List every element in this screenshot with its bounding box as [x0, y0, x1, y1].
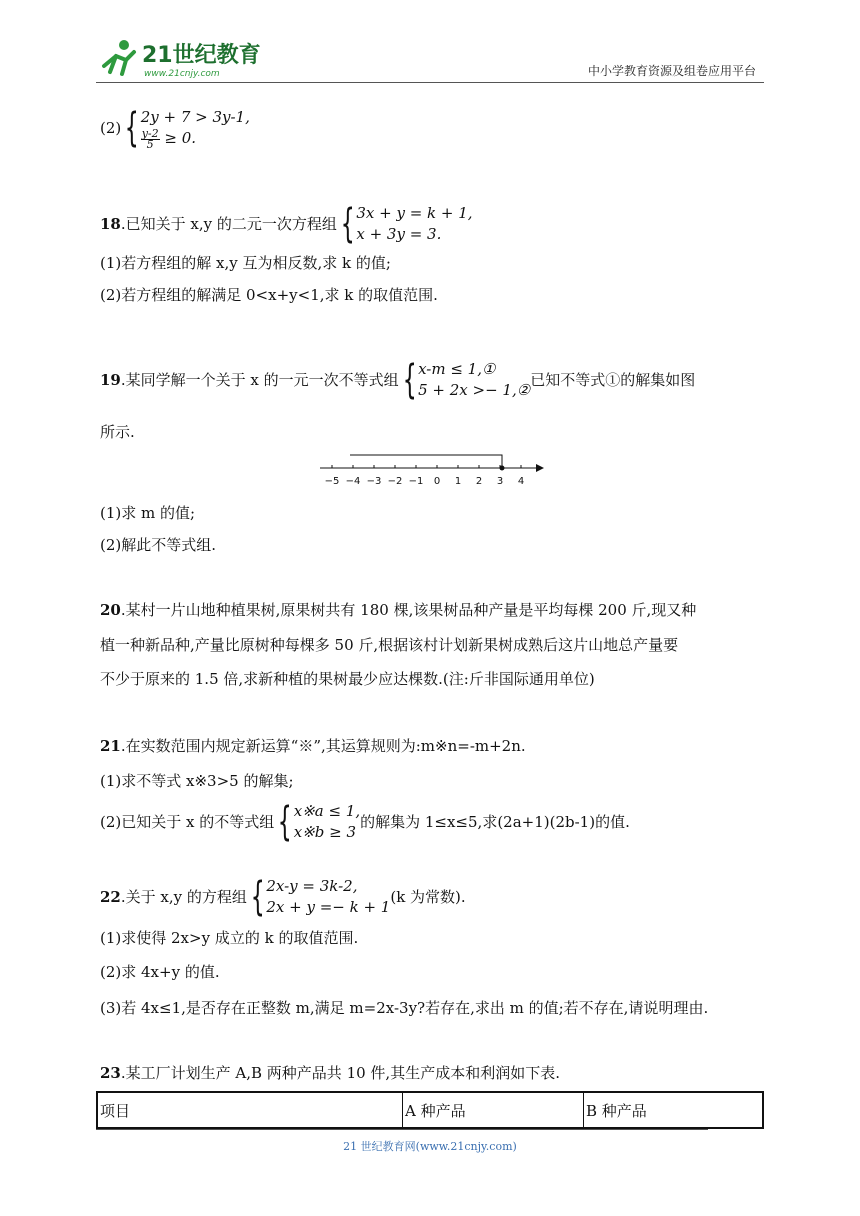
svg-text:−1: −1: [408, 476, 424, 487]
solid-endpoint: [500, 466, 505, 471]
svg-text:−2: −2: [387, 476, 403, 487]
q18-number: 18: [100, 215, 121, 233]
q18-stem: [100, 203, 473, 245]
q19-stem: [100, 359, 695, 401]
footer-divider: [96, 1129, 708, 1130]
svg-text:1: 1: [454, 476, 462, 487]
q21-stem: 21.在实数范围内规定新运算“※”,其运算规则为:m※n=-m+2n.: [100, 737, 526, 755]
q18-sys-line2: x + 3y = 3.: [356, 225, 442, 243]
number-line-labels: [325, 476, 525, 487]
q19-stem-after: 已知不等式①的解集如图: [530, 371, 696, 389]
svg-text:0: 0: [433, 476, 441, 487]
svg-text:4: 4: [517, 476, 525, 487]
q23-stem: 23.某工厂计划生产 A,B 两种产品共 10 件,其生产成本和利润如下表.: [100, 1064, 560, 1082]
table-row: [97, 1092, 763, 1128]
q18-part2: (2)若方程组的解满足 0<x+y<1,求 k 的取值范围.: [100, 286, 438, 304]
q21-sys-line1: x※a ≤ 1,: [293, 802, 361, 820]
svg-text:2: 2: [475, 476, 483, 487]
header-platform-text: 中小学教育资源及组卷应用平台: [587, 64, 756, 78]
runner-logo-icon: [104, 40, 134, 74]
footer-text: 21 世纪教育网(www.21cnjy.com): [343, 1140, 517, 1153]
q22-part2: (2)求 4x+y 的值.: [100, 963, 220, 981]
table-cell: B 种产品: [584, 1092, 764, 1128]
q20-line1: 20.某村一片山地种植果树,原果树共有 180 棵,该果树品种产量是平均每棵 200 斤,现又种: [100, 601, 697, 619]
q19-stem-text: .某同学解一个关于 x 的一元一次不等式组: [120, 371, 399, 389]
svg-text:−5: −5: [324, 476, 340, 487]
brace-icon: {: [402, 357, 417, 403]
brace-icon: {: [124, 105, 139, 152]
q17-fraction: $\frac{y-2}{5}$: [141, 126, 159, 151]
q22-part3: (3)若 4x≤1,是否存在正整数 m,满足 m=2x-3y?若存在,求出 m 的值;若不存在,请说明理由.: [100, 999, 709, 1017]
svg-text:−3: −3: [366, 476, 382, 487]
q22-stem-after: (k 为常数).: [390, 888, 466, 906]
q19-cont: 所示.: [100, 423, 135, 441]
q22-sys-line1: 2x-y = 3k-2,: [266, 877, 358, 895]
svg-text:3: 3: [496, 476, 504, 487]
q21-part2-text: (2)已知关于 x 的不等式组: [100, 813, 275, 831]
q18-stem-text: .已知关于 x,y 的二元一次方程组: [120, 215, 337, 233]
table-cell: A 种产品: [403, 1092, 584, 1128]
q20-line2: 植一种新品种,产量比原树种每棵多 50 斤,根据该村计划新果树成熟后这片山地总产量要: [100, 636, 679, 654]
header-divider: [96, 82, 764, 83]
q20-line3: 不少于原来的 1.5 倍,求新种植的果树最少应达棵数.(注:斤非国际通用单位): [100, 670, 595, 688]
q17-part2: [100, 107, 250, 150]
brace-icon: {: [250, 874, 265, 920]
q17-sys-line1: 2y + 7 > 3y-1,: [140, 108, 250, 126]
q21-part1: (1)求不等式 x※3>5 的解集;: [100, 772, 294, 790]
svg-text:−4: −4: [345, 476, 361, 487]
q22-stem: [100, 876, 466, 918]
q23-table: [96, 1091, 764, 1129]
logo-url: www.21cnjy.com: [144, 69, 220, 79]
q18-part1: (1)若方程组的解 x,y 互为相反数,求 k 的值;: [100, 254, 391, 272]
q18-sys-line1: 3x + y = k + 1,: [356, 204, 473, 222]
q19-part2: (2)解此不等式组.: [100, 536, 217, 554]
q21-part2-after: 的解集为 1≤x≤5,求(2a+1)(2b-1)的值.: [360, 813, 630, 831]
brace-icon: {: [277, 799, 292, 845]
q19-number: 19: [100, 371, 121, 389]
q22-part1: (1)求使得 2x>y 成立的 k 的取值范围.: [100, 929, 359, 947]
q22-sys-line2: 2x + y =− k + 1: [266, 898, 391, 916]
q21-part2: [100, 801, 630, 843]
q17-sys-line2: ≥ 0.: [159, 129, 197, 147]
q19-sys-line2: 5 + 2x >− 1,②: [418, 381, 531, 399]
q17-part2-label: (2): [100, 119, 122, 138]
q19-sys-line1: x-m ≤ 1,①: [418, 360, 496, 378]
logo-text: 21世纪教育: [142, 43, 261, 68]
number-line-figure: [318, 452, 544, 500]
number-line-arrow-icon: [536, 464, 544, 472]
q22-stem-text: .关于 x,y 的方程组: [120, 888, 247, 906]
q22-number: 22: [100, 888, 121, 906]
site-logo: [96, 36, 266, 82]
q21-sys-line2: x※b ≥ 3: [293, 823, 356, 841]
table-cell: 项目: [97, 1092, 403, 1128]
q19-part1: (1)求 m 的值;: [100, 504, 196, 522]
brace-icon: {: [340, 201, 355, 247]
